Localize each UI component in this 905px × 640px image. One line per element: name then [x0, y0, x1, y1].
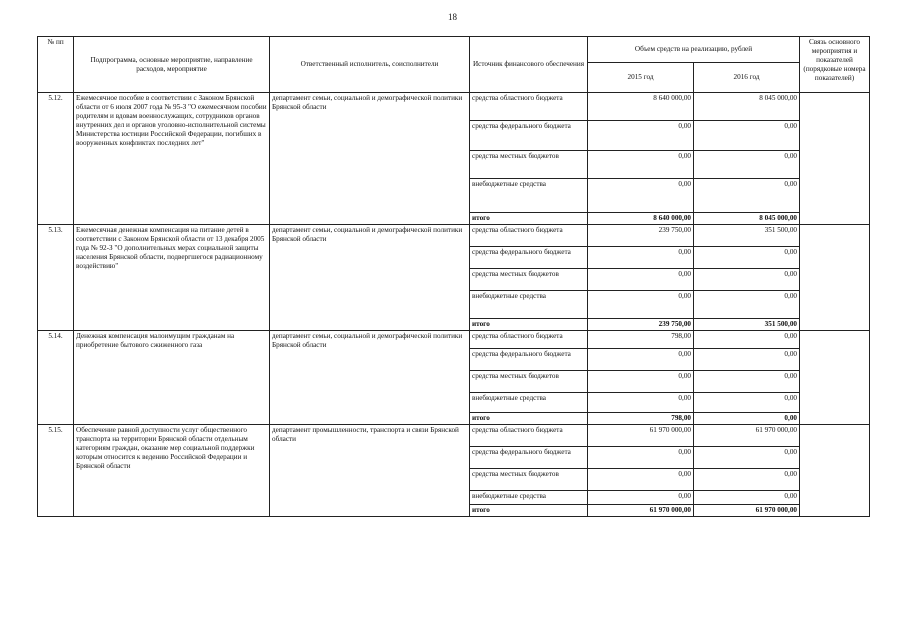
row-number: 5.14. — [38, 331, 74, 425]
amount-2015: 8 640 000,00 — [588, 213, 694, 225]
funding-source: средства местных бюджетов — [470, 469, 588, 491]
header-source: Источник финансового обеспечения — [470, 37, 588, 93]
indicator-link — [800, 225, 870, 331]
amount-2015: 61 970 000,00 — [588, 505, 694, 517]
header-link: Связь основного мероприятия и показателей (порядковые номера показателей) — [800, 37, 870, 93]
amount-2015: 0,00 — [588, 269, 694, 291]
funding-source: итого — [470, 213, 588, 225]
funding-source: внебюджетные средства — [470, 491, 588, 505]
amount-2016: 61 970 000,00 — [694, 425, 800, 447]
amount-2015: 0,00 — [588, 291, 694, 319]
amount-2016: 0,00 — [694, 291, 800, 319]
amount-2016: 0,00 — [694, 179, 800, 213]
program-description: Обеспечение равной доступности услуг общественного транспорта на территории Брянской области отдельным категориям граждан, оказание мер социальной поддержки которым относится к ведению Российской Федерации и Брянской области — [74, 425, 270, 517]
funding-source: средства областного бюджета — [470, 331, 588, 349]
row-number: 5.13. — [38, 225, 74, 331]
amount-2016: 0,00 — [694, 151, 800, 179]
amount-2015: 798,00 — [588, 413, 694, 425]
row-number: 5.12. — [38, 93, 74, 225]
amount-2016: 8 045 000,00 — [694, 93, 800, 121]
funding-source: средства федерального бюджета — [470, 349, 588, 371]
funding-source: внебюджетные средства — [470, 291, 588, 319]
indicator-link — [800, 93, 870, 225]
amount-2015: 0,00 — [588, 151, 694, 179]
amount-2016: 8 045 000,00 — [694, 213, 800, 225]
funding-source: внебюджетные средства — [470, 393, 588, 413]
funding-source: итого — [470, 505, 588, 517]
table-row — [38, 93, 870, 121]
amount-2016: 0,00 — [694, 413, 800, 425]
amount-2016: 0,00 — [694, 469, 800, 491]
header-executor: Ответственный исполнитель, соисполнители — [270, 37, 470, 93]
program-description: Ежемесячное пособие в соответствии с Законом Брянской области от 6 июля 2007 года № 95-З "О ежемесячном пособии родителям и вдовам военнослужащих, сотрудников органов внутренних дел и органов уголовно-исполнительной системы Министерства юстиции Российской Федерации, погибших в вооруженных конфликтах последних лет" — [74, 93, 270, 225]
header-volume: Объем средств на реализацию, рублей — [588, 37, 800, 63]
amount-2015: 0,00 — [588, 179, 694, 213]
funding-source: средства местных бюджетов — [470, 269, 588, 291]
executor: департамент семьи, социальной и демографической политики Брянской области — [270, 331, 470, 425]
amount-2015: 239 750,00 — [588, 225, 694, 247]
program-description: Ежемесячная денежная компенсация на питание детей в соответствии с Законом Брянской области от 13 декабря 2005 года № 92-З "О дополнительных мерах социальной защиты населения Брянской области, подвергшегося радиационному воздействию" — [74, 225, 270, 331]
amount-2015: 0,00 — [588, 247, 694, 269]
funding-source: средства федерального бюджета — [470, 247, 588, 269]
amount-2016: 0,00 — [694, 447, 800, 469]
indicator-link — [800, 331, 870, 425]
funding-source: средства областного бюджета — [470, 425, 588, 447]
amount-2015: 0,00 — [588, 491, 694, 505]
amount-2015: 0,00 — [588, 349, 694, 371]
table-row — [38, 331, 870, 349]
amount-2016: 0,00 — [694, 247, 800, 269]
amount-2016: 0,00 — [694, 121, 800, 151]
funding-source: средства федерального бюджета — [470, 121, 588, 151]
funding-source: средства областного бюджета — [470, 93, 588, 121]
amount-2016: 0,00 — [694, 269, 800, 291]
amount-2015: 8 640 000,00 — [588, 93, 694, 121]
indicator-link — [800, 425, 870, 517]
table-row — [38, 225, 870, 247]
header-2015: 2015 год — [588, 63, 694, 93]
executor: департамент промышленности, транспорта и связи Брянской области — [270, 425, 470, 517]
amount-2016: 61 970 000,00 — [694, 505, 800, 517]
amount-2015: 0,00 — [588, 371, 694, 393]
amount-2016: 351 500,00 — [694, 319, 800, 331]
amount-2015: 239 750,00 — [588, 319, 694, 331]
table-row — [38, 425, 870, 447]
amount-2016: 0,00 — [694, 349, 800, 371]
amount-2016: 0,00 — [694, 331, 800, 349]
program-description: Денежная компенсация малоимущим гражданам на приобретение бытового сжиженного газа — [74, 331, 270, 425]
amount-2016: 0,00 — [694, 491, 800, 505]
funding-source: итого — [470, 319, 588, 331]
funding-source: средства местных бюджетов — [470, 151, 588, 179]
amount-2015: 0,00 — [588, 393, 694, 413]
executor: департамент семьи, социальной и демографической политики Брянской области — [270, 225, 470, 331]
funding-source: итого — [470, 413, 588, 425]
amount-2015: 0,00 — [588, 469, 694, 491]
funding-source: средства местных бюджетов — [470, 371, 588, 393]
amount-2015: 0,00 — [588, 121, 694, 151]
funding-source: внебюджетные средства — [470, 179, 588, 213]
header-2016: 2016 год — [694, 63, 800, 93]
header-no: № пп — [38, 37, 74, 93]
budget-table — [37, 36, 870, 517]
table-body — [38, 93, 870, 517]
amount-2016: 0,00 — [694, 371, 800, 393]
amount-2015: 61 970 000,00 — [588, 425, 694, 447]
amount-2016: 351 500,00 — [694, 225, 800, 247]
page-number: 18 — [448, 12, 457, 22]
amount-2015: 798,00 — [588, 331, 694, 349]
header-program: Подпрограмма, основные мероприятие, направление расходов, мероприятие — [74, 37, 270, 93]
row-number: 5.15. — [38, 425, 74, 517]
funding-source: средства областного бюджета — [470, 225, 588, 247]
amount-2015: 0,00 — [588, 447, 694, 469]
funding-source: средства федерального бюджета — [470, 447, 588, 469]
executor: департамент семьи, социальной и демографической политики Брянской области — [270, 93, 470, 225]
amount-2016: 0,00 — [694, 393, 800, 413]
